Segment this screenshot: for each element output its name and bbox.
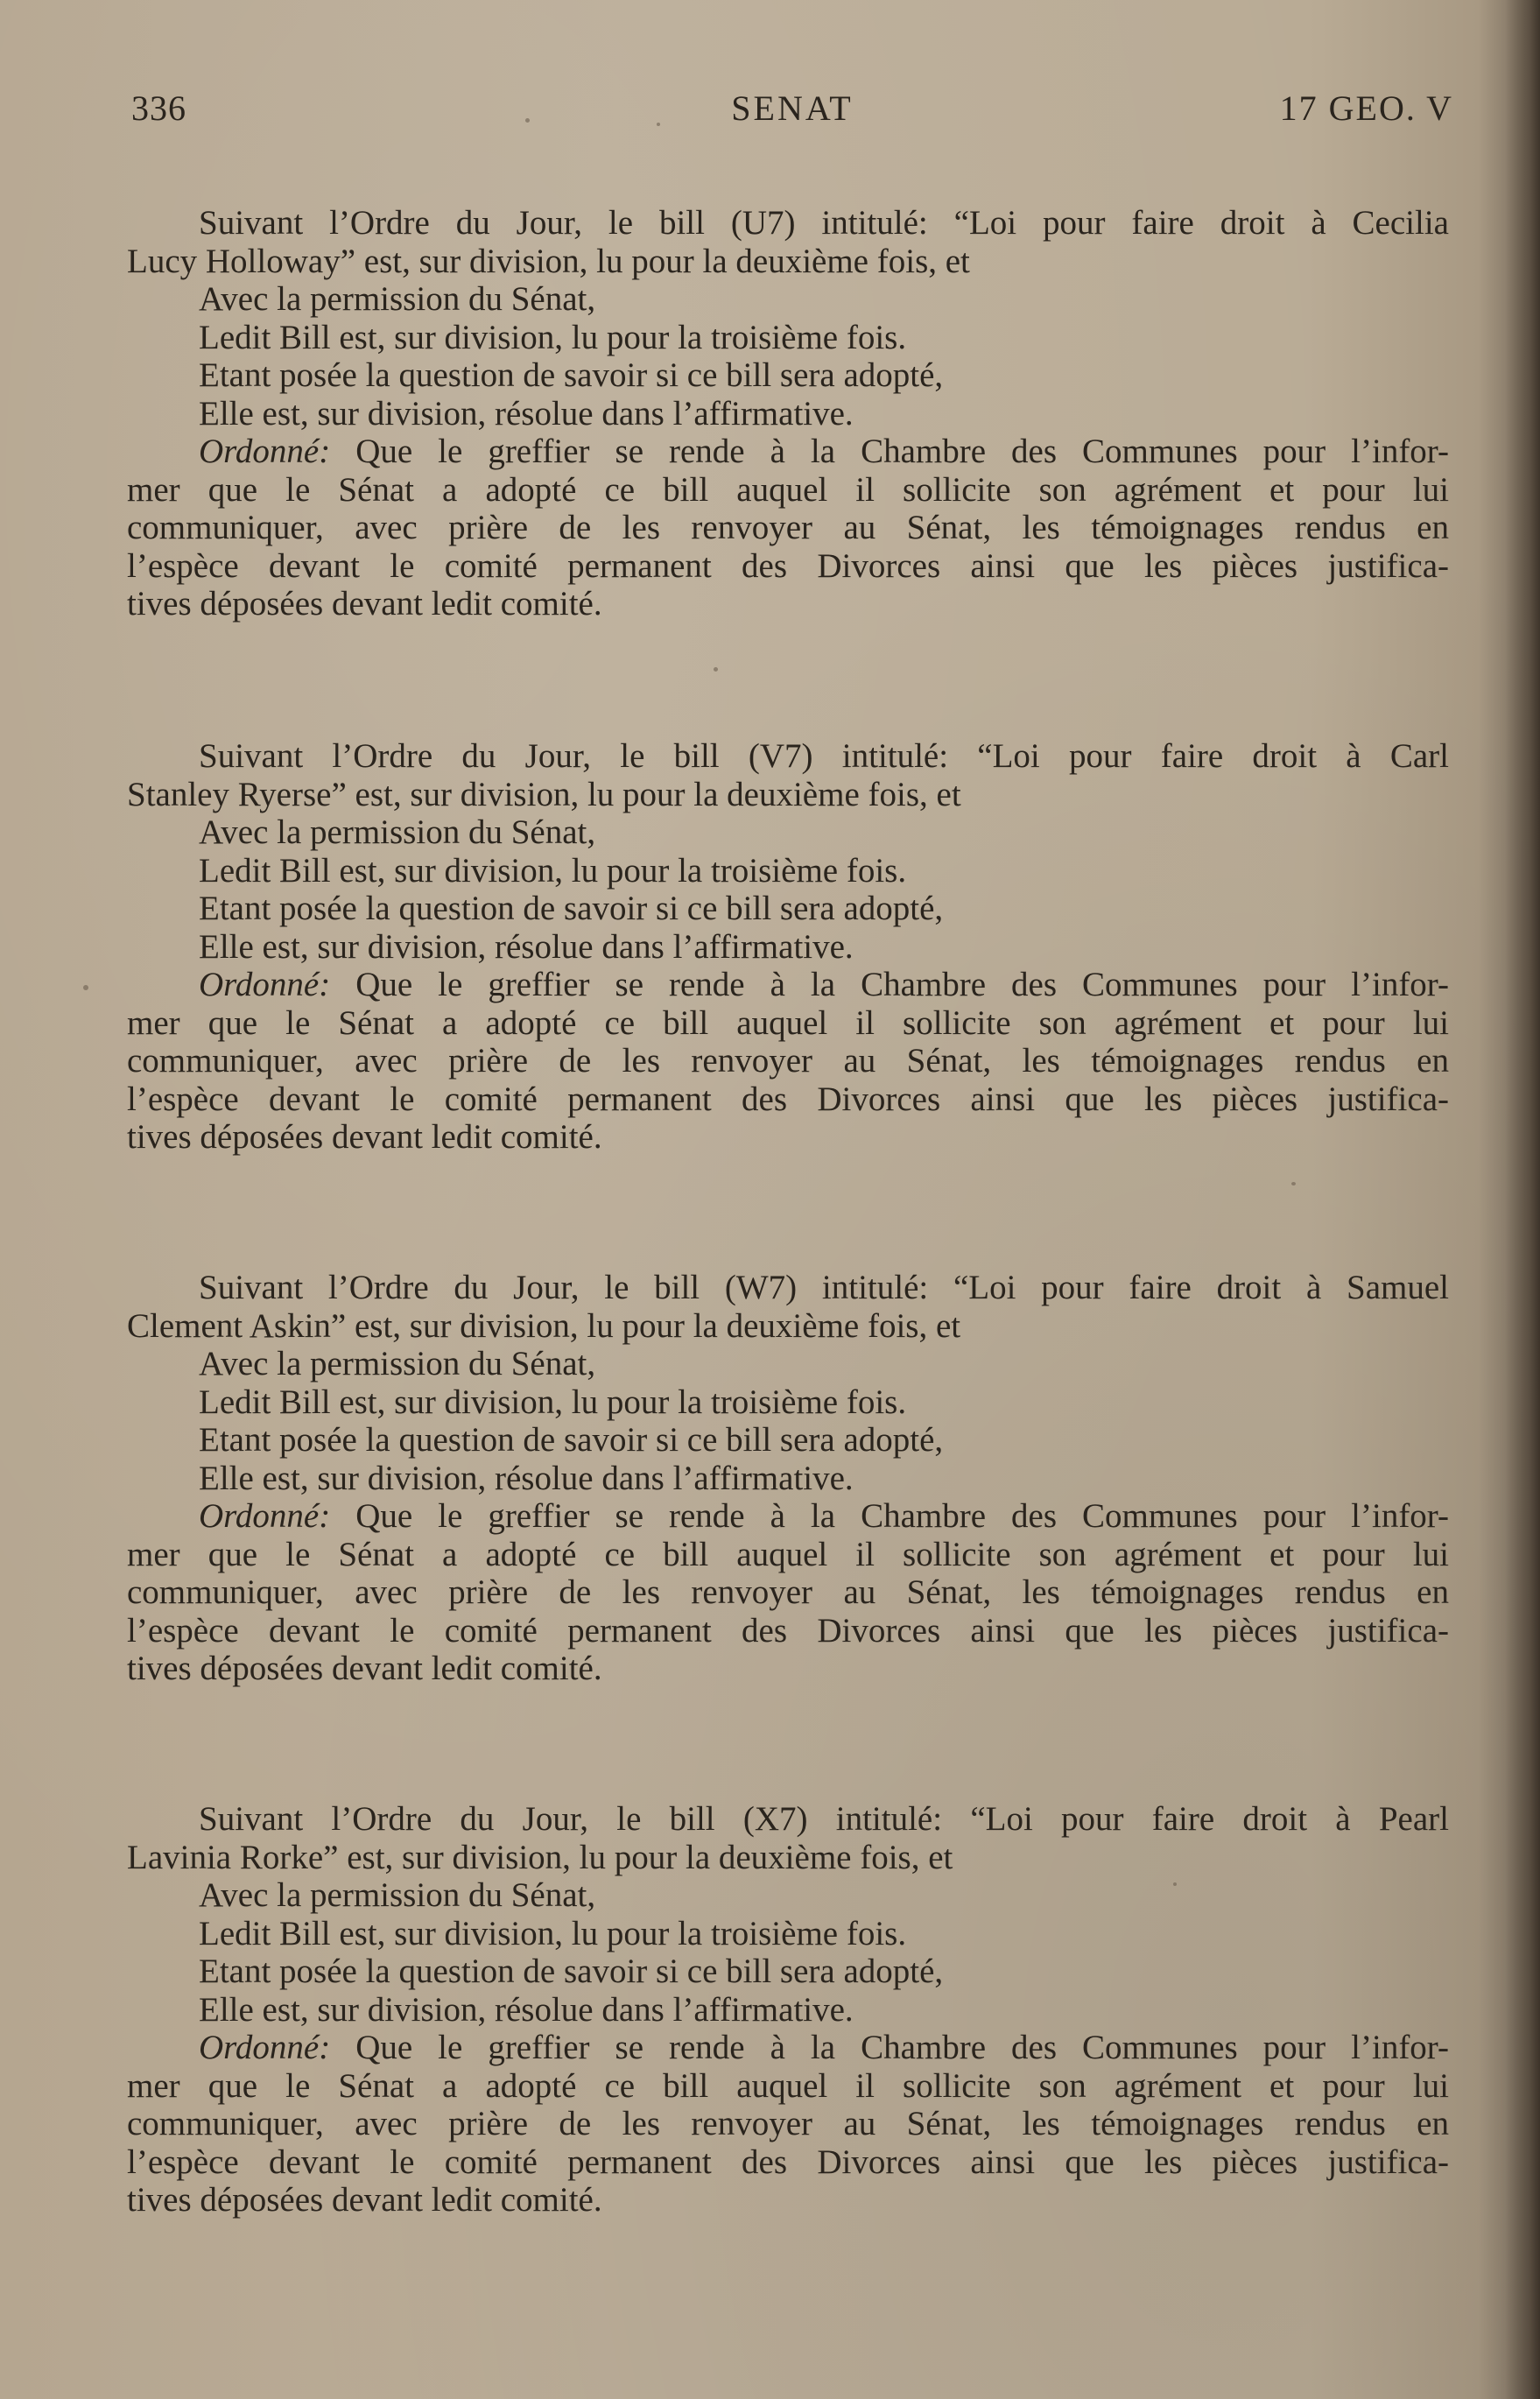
paper-speck (1291, 1182, 1296, 1185)
ordonne-line (127, 433, 1449, 471)
entry-line: Suivant l’Ordre du Jour, le bill (U7) intitulé: “Loi pour faire droit à Cecilia (199, 204, 1449, 242)
bill-entry-x7 (127, 1800, 1449, 2220)
bill-entry-w7 (127, 1269, 1449, 1688)
entry-line: Suivant l’Ordre du Jour, le bill (W7) intitulé: “Loi pour faire droit à Samuel (199, 1269, 1449, 1306)
bill-entry-u7 (127, 204, 1449, 623)
session-label: 17 GEO. V (1279, 88, 1453, 128)
entry-line: Elle est, sur division, résolue dans l’affirmative. (199, 1990, 854, 2029)
entry-line: Etant posée la question de savoir si ce bill sera adopté, (199, 1952, 944, 1990)
ordonne-label: Ordonné: (199, 1497, 331, 1535)
entry-line: mer que le Sénat a adopté ce bill auquel il sollicite son agrément et pour lui (127, 1535, 1449, 1573)
running-title: SENAT (731, 88, 854, 128)
entry-line: communiquer, avec prière de les renvoyer au Sénat, les témoignages rendus en (127, 1042, 1449, 1080)
entry-line: Ledit Bill est, sur division, lu pour la troisième fois. (199, 318, 907, 356)
entry-line: Ledit Bill est, sur division, lu pour la troisième fois. (199, 1382, 907, 1421)
entry-line: Elle est, sur division, résolue dans l’affirmative. (199, 394, 854, 433)
entry-line: Avec la permission du Sénat, (199, 280, 596, 318)
page-edge-shadow (1505, 0, 1540, 2399)
entry-line: communiquer, avec prière de les renvoyer au Sénat, les témoignages rendus en (127, 1573, 1449, 1611)
entry-line: Etant posée la question de savoir si ce bill sera adopté, (199, 356, 944, 394)
entry-text: Que le greffier se rende à la Chambre des Communes pour l’infor- (355, 1497, 1449, 1535)
entry-text: Que le greffier se rende à la Chambre des Communes pour l’infor- (355, 433, 1449, 470)
entry-line: tives déposées devant ledit comité. (127, 1650, 602, 1687)
running-head (131, 88, 1453, 140)
ordonne-line (127, 966, 1449, 1004)
entry-line: mer que le Sénat a adopté ce bill auquel il sollicite son agrément et pour lui (127, 1003, 1449, 1042)
entry-line: Etant posée la question de savoir si ce bill sera adopté, (199, 1421, 944, 1459)
entry-line: Avec la permission du Sénat, (199, 813, 596, 851)
paper-speck (83, 985, 88, 990)
entry-line: l’espèce devant le comité permanent des Divorces ainsi que les pièces justifica- (127, 1080, 1449, 1118)
entry-line: communiquer, avec prière de les renvoyer au Sénat, les témoignages rendus en (127, 509, 1449, 546)
entry-line: mer que le Sénat a adopté ce bill auquel il sollicite son agrément et pour lui (127, 2066, 1449, 2105)
entry-line: Lucy Holloway” est, sur division, lu pour la deuxième fois, et (127, 242, 970, 280)
page-number: 336 (131, 88, 186, 128)
paper-speck (714, 667, 718, 672)
entry-line: tives déposées devant ledit comité. (127, 585, 602, 623)
entry-line: Elle est, sur division, résolue dans l’affirmative. (199, 927, 854, 966)
ordonne-label: Ordonné: (199, 2029, 331, 2066)
entry-line: mer que le Sénat a adopté ce bill auquel il sollicite son agrément et pour lui (127, 470, 1449, 509)
entry-line: communiquer, avec prière de les renvoyer au Sénat, les témoignages rendus en (127, 2105, 1449, 2142)
entry-text: Que le greffier se rende à la Chambre des Communes pour l’infor- (355, 966, 1449, 1003)
entry-line: l’espèce devant le comité permanent des Divorces ainsi que les pièces justifica- (127, 1611, 1449, 1650)
entry-line: Ledit Bill est, sur division, lu pour la troisième fois. (199, 1914, 907, 1952)
bill-entry-v7 (127, 737, 1449, 1157)
entry-text: Que le greffier se rende à la Chambre des Communes pour l’infor- (355, 2029, 1449, 2066)
entry-line: tives déposées devant ledit comité. (127, 2181, 602, 2219)
ordonne-line (127, 1497, 1449, 1536)
entry-line: l’espèce devant le comité permanent des Divorces ainsi que les pièces justifica- (127, 2142, 1449, 2181)
ordonne-label: Ordonné: (199, 966, 331, 1003)
entry-line: Elle est, sur division, résolue dans l’affirmative. (199, 1459, 854, 1497)
entry-line: Etant posée la question de savoir si ce bill sera adopté, (199, 890, 944, 927)
entry-line: Stanley Ryerse” est, sur division, lu pour la deuxième fois, et (127, 775, 961, 813)
entry-line: tives déposées devant ledit comité. (127, 1118, 602, 1156)
entry-line: Suivant l’Ordre du Jour, le bill (X7) intitulé: “Loi pour faire droit à Pearl (199, 1800, 1449, 1838)
ordonne-line (127, 2029, 1449, 2067)
entry-line: Ledit Bill est, sur division, lu pour la troisième fois. (199, 851, 907, 890)
entry-line: l’espèce devant le comité permanent des Divorces ainsi que les pièces justifica- (127, 546, 1449, 585)
entry-line: Avec la permission du Sénat, (199, 1876, 596, 1914)
entry-line: Suivant l’Ordre du Jour, le bill (V7) intitulé: “Loi pour faire droit à Carl (199, 737, 1449, 775)
entry-line: Avec la permission du Sénat, (199, 1345, 596, 1382)
entry-line: Clement Askin” est, sur division, lu pour la deuxième fois, et (127, 1306, 961, 1345)
entry-line: Lavinia Rorke” est, sur division, lu pour la deuxième fois, et (127, 1838, 953, 1876)
ordonne-label: Ordonné: (199, 433, 331, 470)
